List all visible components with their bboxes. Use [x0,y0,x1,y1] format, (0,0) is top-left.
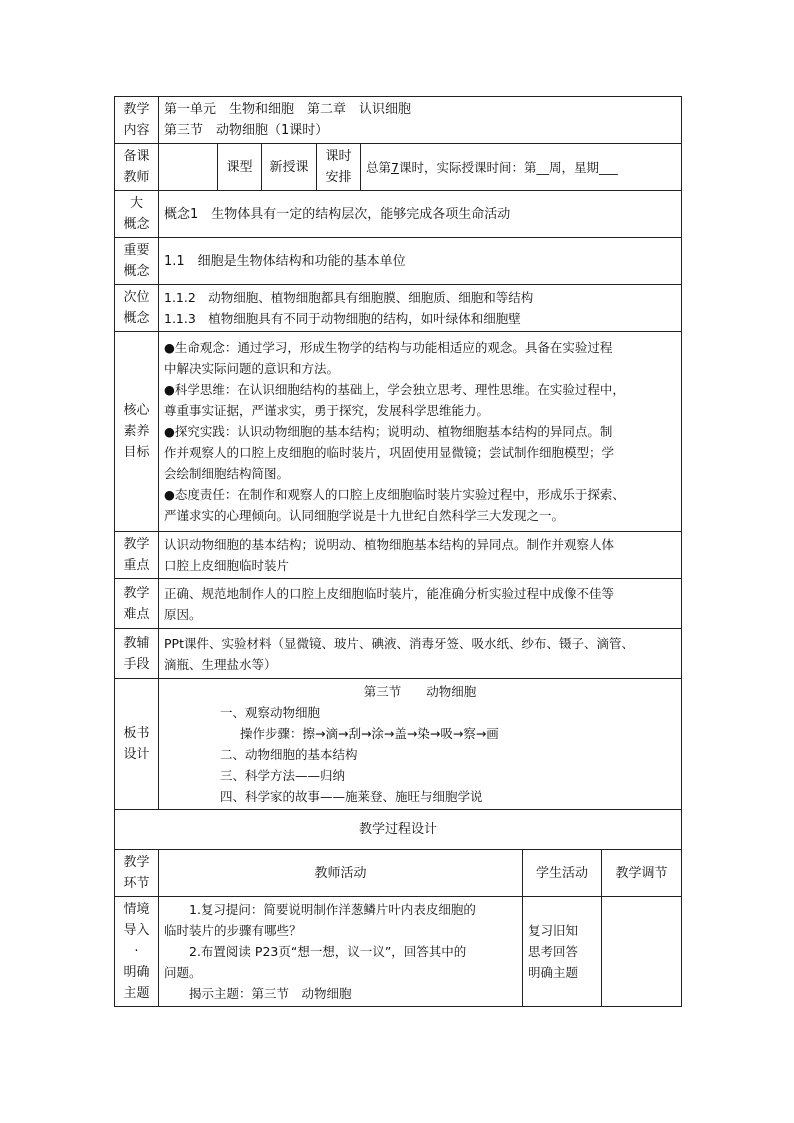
row-process-header [115,850,682,897]
board-item-1: 一、观察动物细胞 [220,705,321,720]
big-concept-value: 概念1 生物体具有一定的结构层次，能够完成各项生命活动 [159,191,682,238]
row-sub-concept [115,285,682,332]
label-teaching-focus: 教学 重点 [115,532,159,579]
header-stage: 教学 环节 [115,850,159,897]
hours-value: 总第7课时，实际授课时间：第__周，星期___ [361,144,682,191]
label-teaching-content: 教学 内容 [115,97,159,144]
core-literacy-value: ●生命观念：通过学习，形成生物学的结构与功能相适应的观念。具备在实验过程 中解决实际问题的意识和方法。 ●科学思维：在认识细胞结构的基础上，学会独立思考、理性思维。在实验过程中， 尊重事实证据，严谨求实，勇于探究，发展科学思维能力。 ●探究实践：认识动物细胞的基本结构；说明动、植物细胞基本结构的异同点。制 作并观察人的口腔上皮细胞的临时装片，巩固使用显微镜；尝试制作细胞模型；学 会绘制细胞结构简图。 ●态度责任：在制作和观察人的口腔上皮细胞临时装片实验过程中，形成乐于探索、 严谨求实的心理倾向。认同细胞学说是十九世纪自然科学三大发现之一。 [159,332,682,532]
board-title: 第三节 动物细胞 [363,684,477,699]
key-concept-value: 1.1 细胞是生物体结构和功能的基本单位 [159,238,682,285]
lesson-plan-table [114,96,682,1007]
label-teaching-difficulty: 教学 难点 [115,579,159,629]
lesson-type-value: 新授课 [262,144,317,191]
row-teaching-means [115,629,682,679]
prep-teacher-value [159,144,218,191]
board-design-value [159,679,682,810]
teaching-content-value: 第一单元 生物和细胞 第二章 认识细胞 第三节 动物细胞（1课时） [159,97,682,144]
row-board-design [115,679,682,810]
teaching-focus-value: 认识动物细胞的基本结构；说明动、植物细胞基本结构的异同点。制作并观察人体 口腔上皮细胞临时装片 [159,532,682,579]
board-steps: 操作步骤：擦→滴→刮→涂→盖→染→吸→察→画 [240,726,499,741]
row-teaching-content [115,97,682,144]
process-title: 教学过程设计 [115,810,682,850]
row-big-concept [115,191,682,238]
row-key-concept [115,238,682,285]
label-big-concept: 大 概念 [115,191,159,238]
hours-number: 7 [391,159,399,175]
teaching-means-value: PPt课件、实验材料（显微镜、玻片、碘液、消毒牙签、吸水纸、纱布、镊子、滴管、 滴瓶、生理盐水等） [159,629,682,679]
label-core-literacy: 核心 素养 目标 [115,332,159,532]
header-teacher-activity: 教师活动 [159,850,523,897]
board-item-2: 二、动物细胞的基本结构 [220,747,358,762]
intro-student-activity: 复习旧知 思考回答 明确主题 [523,897,602,1007]
row-prep-teacher [115,144,682,191]
row-core-literacy [115,332,682,532]
label-prep-teacher: 备课 教师 [115,144,159,191]
label-sub-concept: 次位 概念 [115,285,159,332]
label-hours: 课时 安排 [317,144,361,191]
label-key-concept: 重要 概念 [115,238,159,285]
intro-teaching-adjust [602,897,682,1007]
row-teaching-focus [115,532,682,579]
label-board-design: 板书 设计 [115,679,159,810]
label-lesson-type: 课型 [218,144,262,191]
row-intro [115,897,682,1007]
label-intro-stage: 情境 导入 · 明确 主题 [115,897,159,1007]
label-teaching-means: 教辅 手段 [115,629,159,679]
row-process-title [115,810,682,850]
board-item-4: 四、科学家的故事——施莱登、施旺与细胞学说 [220,789,483,804]
intro-teacher-activity: 1.复习提问：简要说明制作洋葱鳞片叶内表皮细胞的 临时装片的步骤有哪些？ 2.布置阅读 P23页“想一想，议一议”，回答其中的 问题。 揭示主题：第三节 动物细胞 [159,897,523,1007]
row-teaching-difficulty [115,579,682,629]
board-item-3: 三、科学方法——归纳 [220,768,346,783]
header-teaching-adjust: 教学调节 [602,850,682,897]
teaching-difficulty-value: 正确、规范地制作人的口腔上皮细胞临时装片，能准确分析实验过程中成像不佳等 原因。 [159,579,682,629]
header-student-activity: 学生活动 [523,850,602,897]
sub-concept-value: 1.1.2 动物细胞、植物细胞都具有细胞膜、细胞质、细胞和等结构 1.1.3 植物细胞具有不同于动物细胞的结构，如叶绿体和细胞壁 [159,285,682,332]
